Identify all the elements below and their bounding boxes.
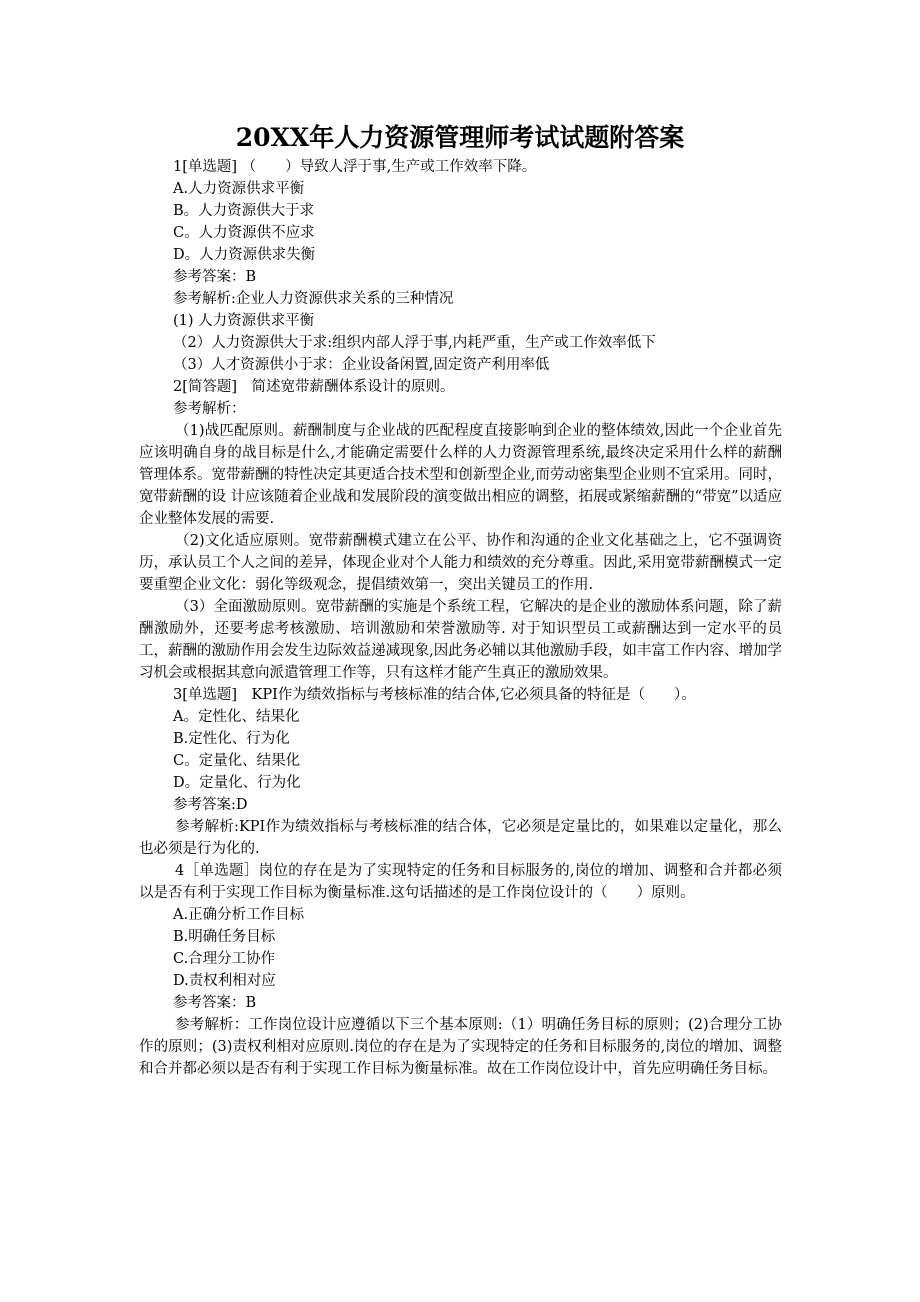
body-line: 2[简答题] 简述宽带薪酬体系设计的原则。 bbox=[173, 379, 455, 395]
body-line: B.定性化、行为化 bbox=[173, 731, 290, 747]
body-line: B。人力资源供大于求 bbox=[173, 203, 315, 219]
body-line: A。定性化、结果化 bbox=[173, 709, 300, 725]
body-line: （2）人力资源供大于求:组织内部人浮于事,内耗严重，生产或工作效率低下 bbox=[173, 335, 656, 351]
body-line: D。人力资源供求失衡 bbox=[173, 247, 316, 263]
body-line: 3[单选题] KPI作为绩效指标与考核标准的结合体,它必须具备的特征是（ ）。 bbox=[173, 687, 696, 703]
body-line: C.合理分工协作 bbox=[173, 951, 276, 967]
body-line: D.责权利相对应 bbox=[173, 973, 276, 989]
body-line: 参考答案:D bbox=[173, 797, 248, 813]
body-line: D。定量化、行为化 bbox=[173, 775, 301, 791]
document-title: 20XX年人力资源管理师考试试题附答案 bbox=[235, 123, 685, 152]
body-line: 参考答案：B bbox=[173, 269, 257, 285]
body-line: A.正确分析工作目标 bbox=[173, 907, 305, 923]
body-line: （3）人才资源供小于求：企业设备闲置,固定资产利用率低 bbox=[173, 357, 550, 373]
body-line: 参考解析:企业人力资源供求关系的三种情况 bbox=[173, 291, 454, 307]
body-line: 1[单选题] （ ）导致人浮于事,生产或工作效率下降。 bbox=[173, 159, 537, 175]
body-line: 参考解析： bbox=[173, 401, 246, 417]
body-line: (1) 人力资源供求平衡 bbox=[173, 313, 315, 329]
document-body bbox=[139, 156, 782, 1080]
body-paragraph: （1)战匹配原则。薪酬制度与企业战的匹配程度直接影响到企业的整体绩效,因此一个企业首先应该明确自身的战目标是什么,才能确定需要什么样的人力资源管理系统,最终决定采用什么样的薪酬管理体系。宽带薪酬的特性决定其更适合技术型和创新型企业,而劳动密集型企业则不宜采用。同时，宽带薪酬的设 计应该随着企业战和发展阶段的演变做出相应的调整，拓展或紧缩薪酬的“带宽”以适应企业整体发展的需要. bbox=[139, 423, 782, 527]
body-line: 参考答案：B bbox=[173, 995, 257, 1011]
body-paragraph: 4［单选题］岗位的存在是为了实现特定的任务和目标服务的,岗位的增加、调整和合并都必须以是否有利于实现工作目标为衡量标准.这句话描述的是工作岗位设计的（ ）原则。 bbox=[139, 863, 782, 901]
body-paragraph: 参考解析:KPI作为绩效指标与考核标准的结合体，它必须是定量比的，如果难以定量化，那么也必须是行为化的. bbox=[139, 819, 782, 857]
body-line: C。定量化、结果化 bbox=[173, 753, 301, 769]
body-paragraph: 参考解析：工作岗位设计应遵循以下三个基本原则:（1）明确任务目标的原则；(2)合理分工协作的原则；(3)责权利相对应原则.岗位的存在是为了实现特定的任务和目标服务的,岗位的增加、调整和合并都必须以是否有利于实现工作目标为衡量标准。故在工作岗位设计中，首先应明确任务目标。 bbox=[139, 1017, 782, 1077]
body-paragraph: （2)文化适应原则。宽带薪酬模式建立在公平、协作和沟通的企业文化基础之上，它不强调资历，承认员工个人之间的差异，体现企业对个人能力和绩效的充分尊重。因此,采用宽带薪酬模式一定要重塑企业文化：弱化等级观念，提倡绩效第一，突出关键员工的作用. bbox=[139, 533, 782, 593]
body-line: C。人力资源供不应求 bbox=[173, 225, 315, 241]
body-paragraph: （3）全面激励原则。宽带薪酬的实施是个系统工程，它解决的是企业的激励体系问题，除了薪酬激励外，还要考虑考核激励、培训激励和荣誉激励等. 对于知识型员工或薪酬达到一定水平的员工，薪酬的激励作用会发生边际效益递减现象,因此务必辅以其他激励手段，如丰富工作内容、增加学习机会或根据其意向派遣管理工作等，只有这样才能产生真正的激励效果。 bbox=[139, 599, 782, 681]
body-line: A.人力资源供求平衡 bbox=[173, 181, 305, 197]
body-line: B.明确任务目标 bbox=[173, 929, 276, 945]
